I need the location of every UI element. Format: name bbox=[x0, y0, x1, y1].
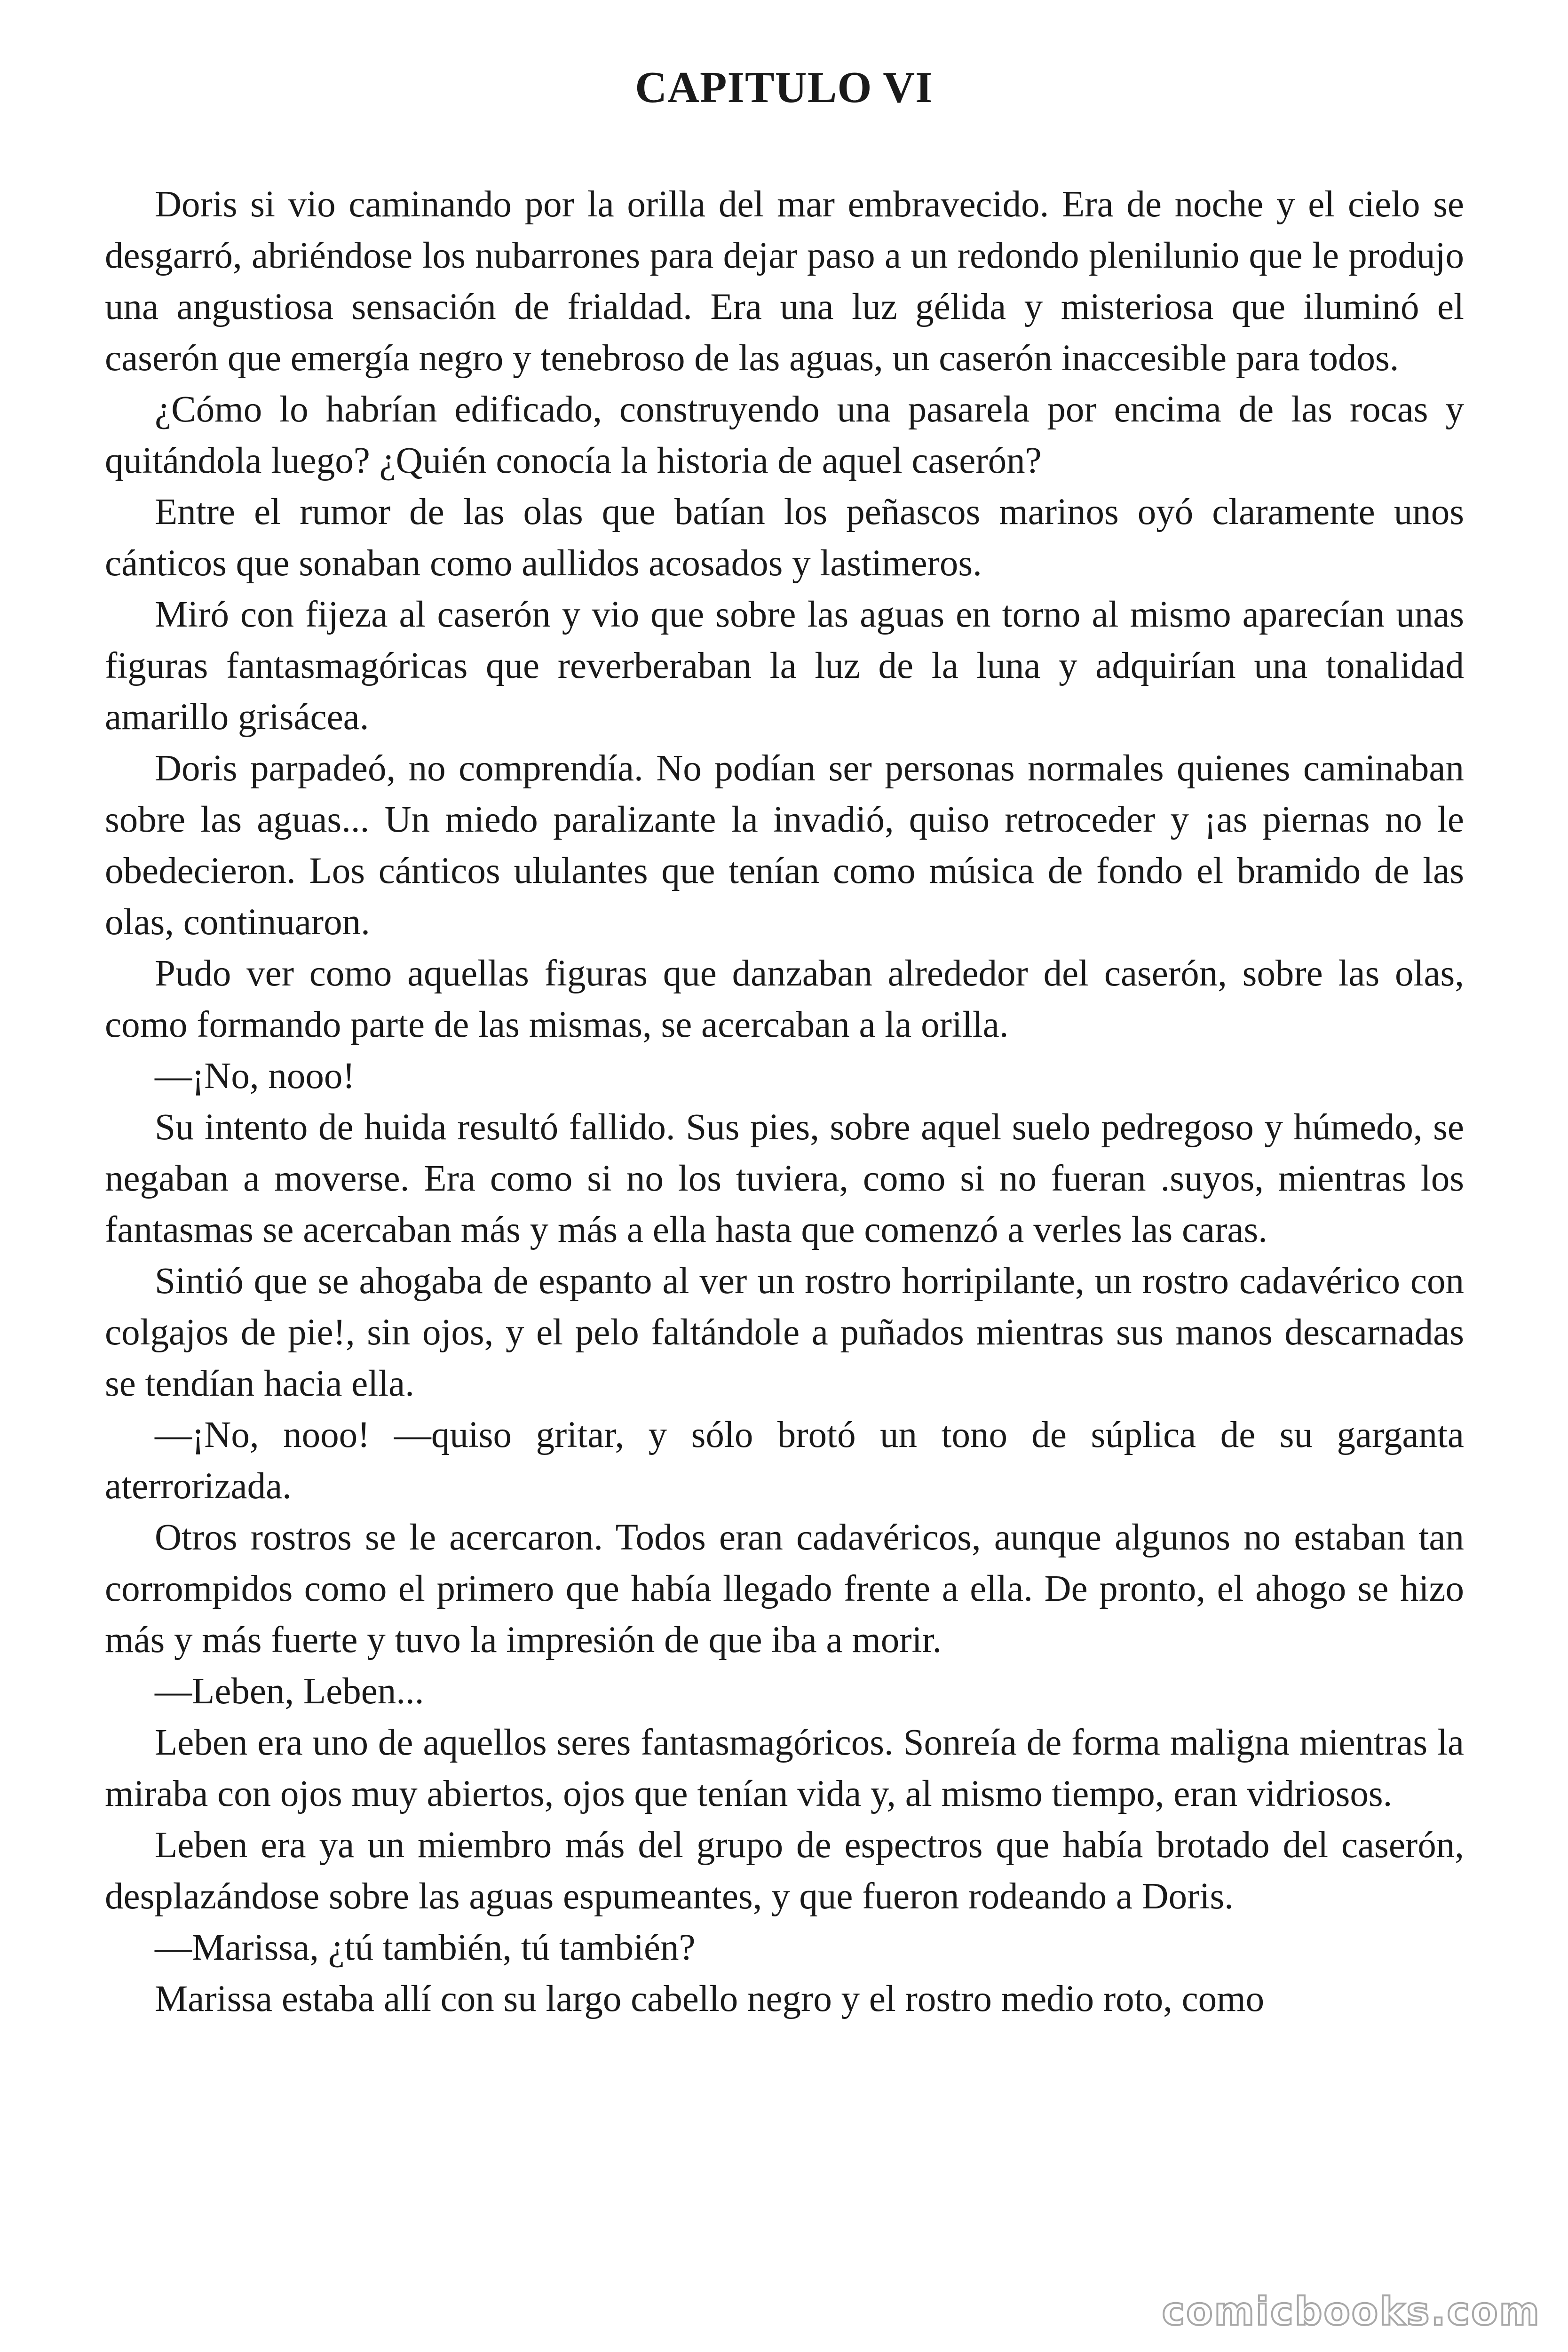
dialogue-line: —Marissa, ¿tú también, tú también? bbox=[155, 1927, 696, 1968]
chapter-title: CAPITULO VI bbox=[635, 63, 933, 112]
paragraph: Pudo ver como aquellas figuras que danzaban alrededor del caserón, sobre las olas, como formando parte de las mismas, se acercaban a la orilla. bbox=[105, 953, 1464, 1045]
chapter-body bbox=[105, 179, 1464, 2025]
dialogue-line: —Leben, Leben... bbox=[155, 1671, 424, 1712]
paragraph: Doris si vio caminando por la orilla del mar embravecido. Era de noche y el cielo se desgarró, abriéndose los nubarrones para dejar paso a un redondo plenilunio que le produjo una angustiosa sensación de frialdad. Era una luz gélida y misteriosa que iluminó el caserón que emergía negro y tenebroso de las aguas, un caserón inaccesible para todos. bbox=[105, 184, 1464, 379]
paragraph: Entre el rumor de las olas que batían los peñascos marinos oyó claramente unos cánticos que sonaban como aullidos acosados y lastimeros. bbox=[105, 492, 1464, 584]
paragraph: Marissa estaba allí con su largo cabello negro y el rostro medio roto, como bbox=[155, 1979, 1265, 2019]
watermark-text: comicbooks.com bbox=[1162, 2289, 1541, 2334]
paragraph: Leben era uno de aquellos seres fantasmagóricos. Sonreía de forma maligna mientras la miraba con ojos muy abiertos, ojos que tenían vida y, al mismo tiempo, eran vidriosos. bbox=[105, 1722, 1464, 1814]
paragraph: Leben era ya un miembro más del grupo de espectros que había brotado del caserón, desplazándose sobre las aguas espumeantes, y que fueron rodeando a Doris. bbox=[105, 1825, 1464, 1917]
paragraph: Su intento de huida resultó fallido. Sus pies, sobre aquel suelo pedregoso y húmedo, se negaban a moverse. Era como si no los tuviera, como si no fueran .suyos, mientras los fantasmas se acercaban más y más a ella hasta que comenzó a verles las caras. bbox=[105, 1107, 1464, 1250]
paragraph: Sintió que se ahogaba de espanto al ver un rostro horripilante, un rostro cadavérico con colgajos de pie!, sin ojos, y el pelo faltándole a puñados mientras sus manos descarnadas se tendían hacia ella. bbox=[105, 1261, 1464, 1404]
paragraph: Otros rostros se le acercaron. Todos eran cadavéricos, aunque algunos no estaban tan corrompidos como el primero que había llegado frente a ella. De pronto, el ahogo se hizo más y más fuerte y tuvo la impresión de que iba a morir. bbox=[105, 1517, 1464, 1661]
paragraph: Miró con fijeza al caserón y vio que sobre las aguas en torno al mismo aparecían unas figuras fantasmagóricas que reverberaban la luz de la luna y adquirían una tonalidad amarillo grisácea. bbox=[105, 594, 1464, 738]
dialogue-line: —¡No, nooo! bbox=[155, 1056, 355, 1097]
paragraph: ¿Cómo lo habrían edificado, construyendo una pasarela por encima de las rocas y quitándola luego? ¿Quién conocía la historia de aquel caserón? bbox=[105, 389, 1464, 481]
paragraph: Doris parpadeó, no comprendía. No podían ser personas normales quienes caminaban sobre las aguas... Un miedo paralizante la invadió, quiso retroceder y ¡as piernas no le obedecieron. Los cánticos ululantes que tenían como música de fondo el bramido de las olas, continuaron. bbox=[105, 748, 1464, 943]
dialogue-line: —¡No, nooo! —quiso gritar, y sólo brotó un tono de súplica de su garganta aterrorizada. bbox=[105, 1414, 1464, 1507]
